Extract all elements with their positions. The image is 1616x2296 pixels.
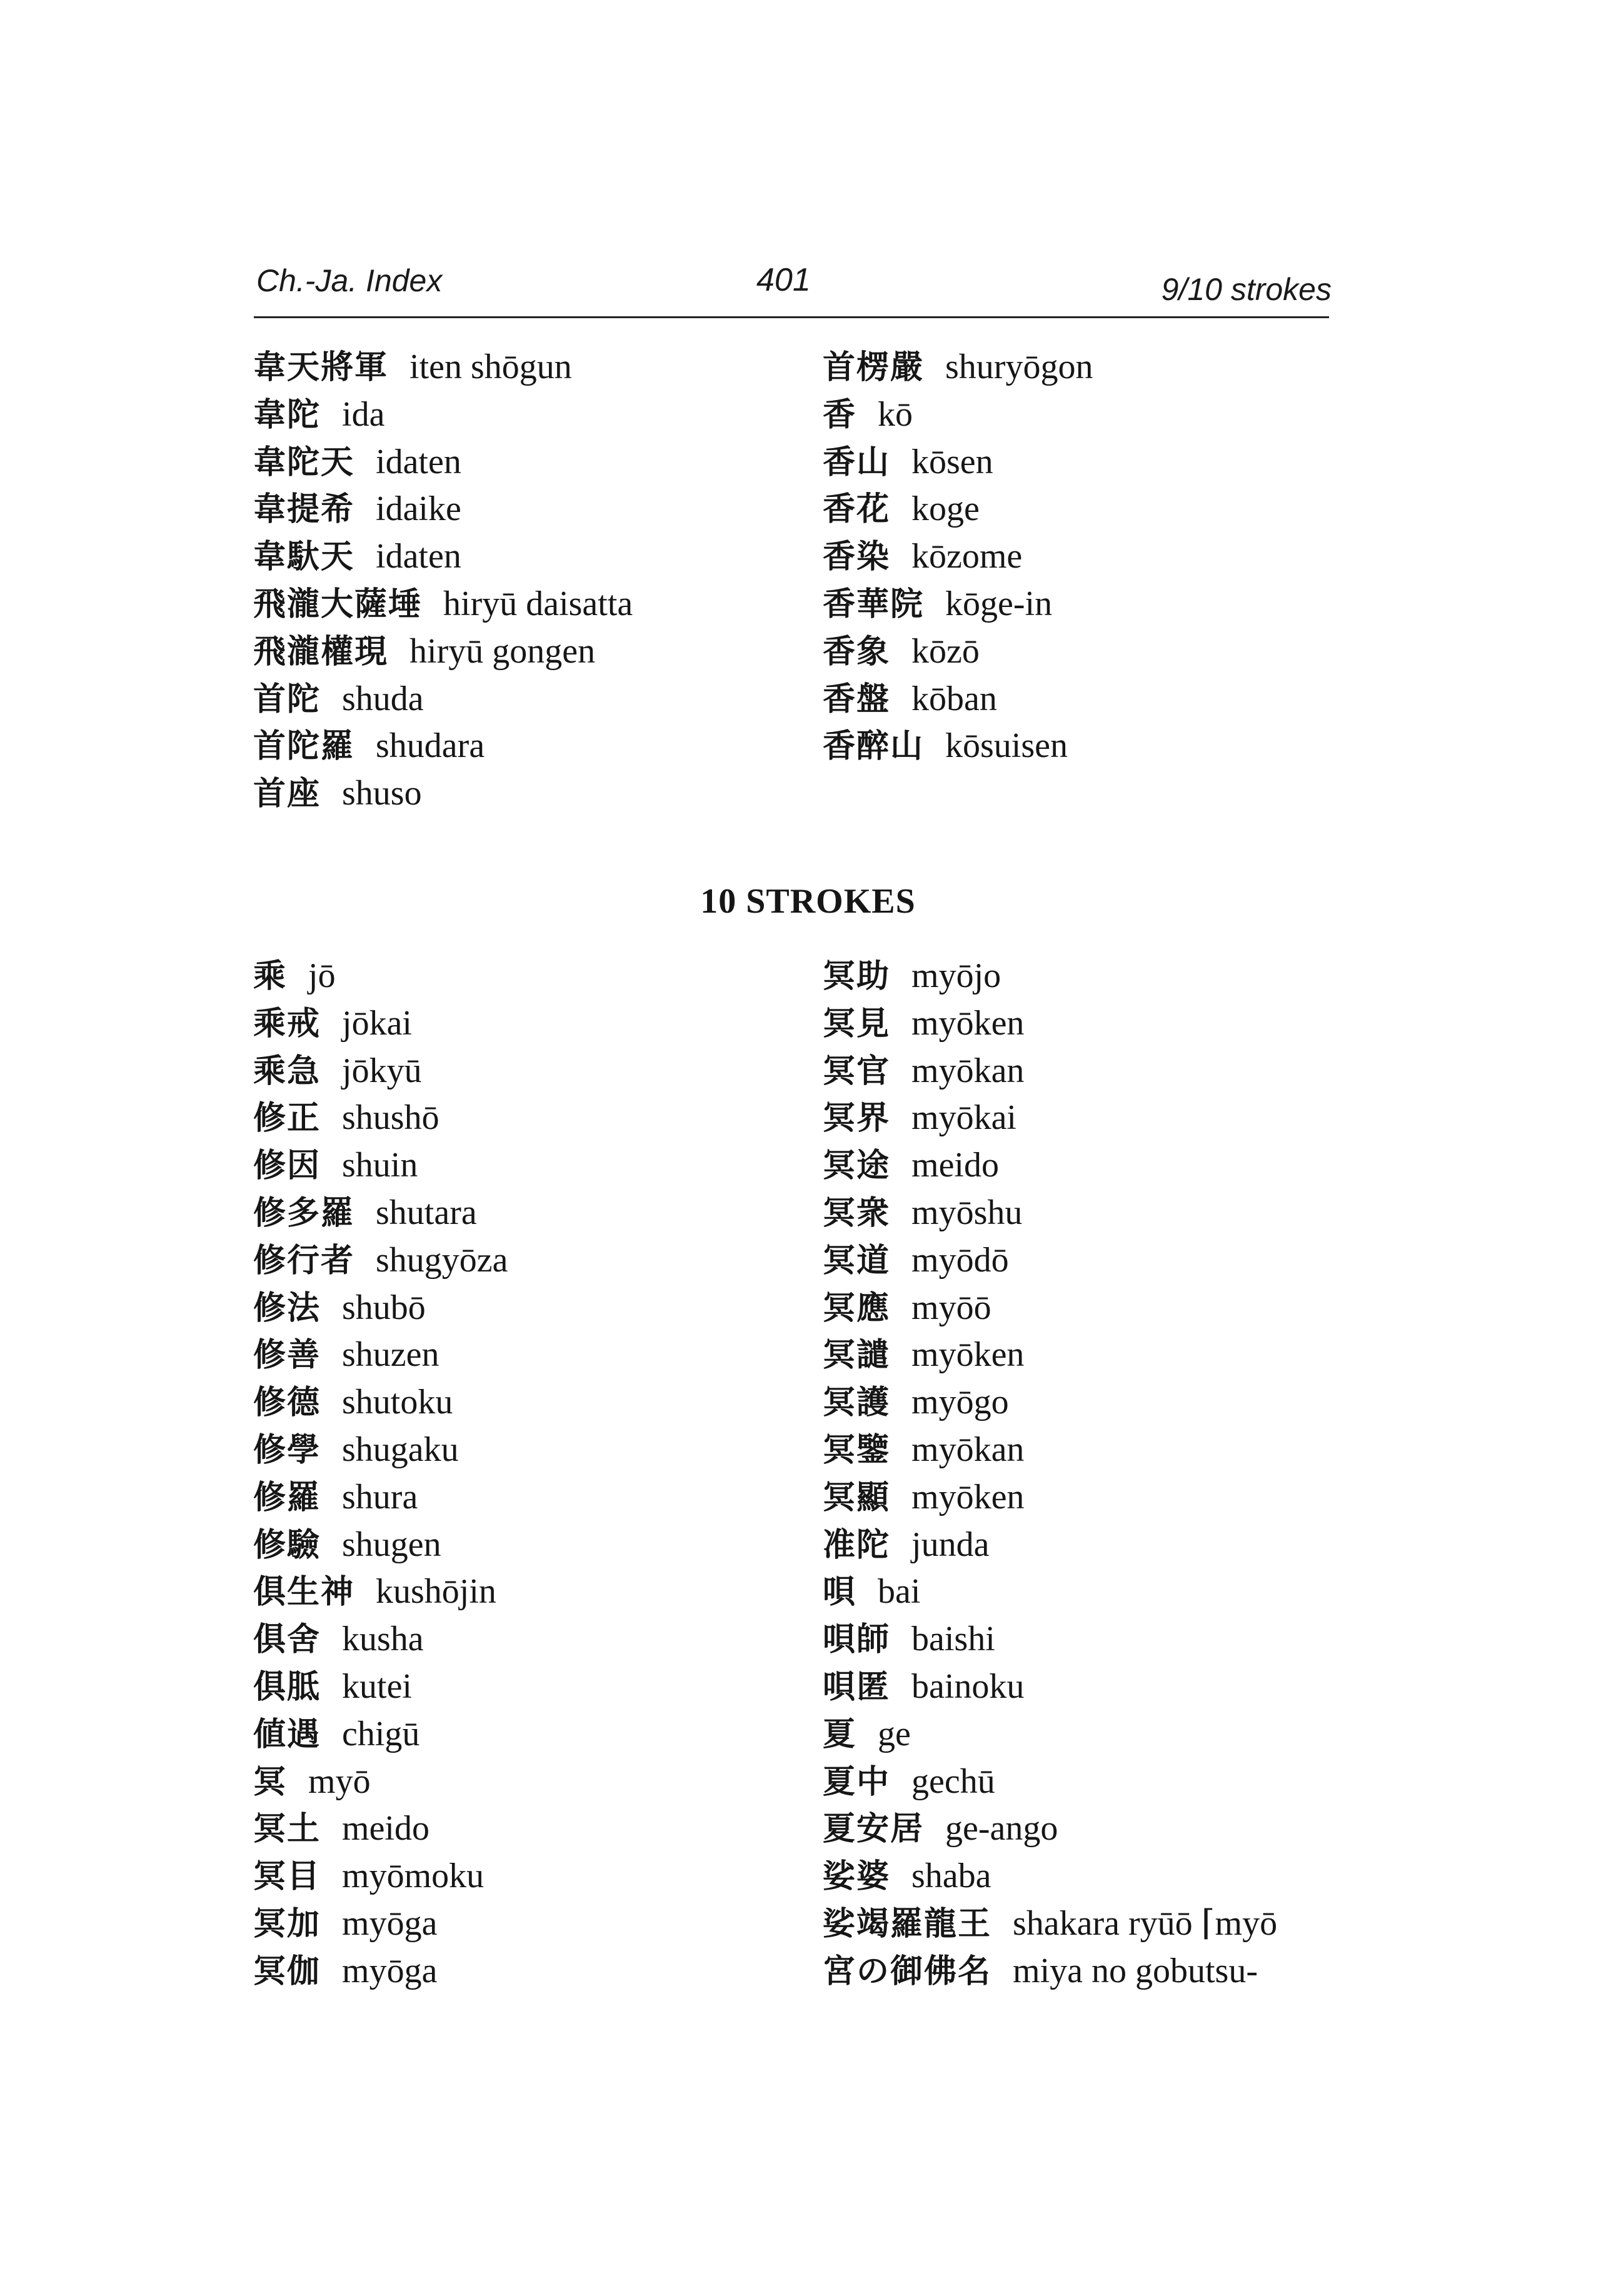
header-rule xyxy=(254,316,1329,318)
entry-reading: idaten xyxy=(376,443,461,481)
entry-kanji: 冥鑒 xyxy=(823,1431,891,1469)
index-entry xyxy=(823,1146,999,1185)
entry-kanji: 飛瀧權現 xyxy=(253,633,389,671)
entry-kanji: 値遇 xyxy=(253,1716,321,1753)
index-entry xyxy=(823,395,913,434)
index-entry xyxy=(823,1430,1024,1470)
index-entry xyxy=(253,1478,418,1517)
entry-kanji: 修法 xyxy=(253,1290,321,1327)
entry-reading: myōga xyxy=(342,1952,438,1990)
entry-reading: ida xyxy=(342,395,385,434)
entry-kanji: 修德 xyxy=(253,1384,321,1421)
entry-reading: ge-ango xyxy=(945,1809,1058,1848)
index-entry xyxy=(253,443,461,482)
index-entry xyxy=(253,1004,412,1043)
entry-reading: baishi xyxy=(911,1620,995,1658)
entry-kanji: 韋提希 xyxy=(253,491,355,528)
entry-reading: gechū xyxy=(911,1762,995,1801)
entry-kanji: 香醉山 xyxy=(823,728,925,765)
index-entry xyxy=(253,1193,477,1233)
entry-kanji: 冥顯 xyxy=(823,1479,891,1516)
index-entry xyxy=(823,1004,1024,1043)
entry-reading: chigū xyxy=(342,1715,420,1753)
entry-kanji: 冥加 xyxy=(253,1905,321,1943)
index-entry xyxy=(253,632,595,671)
entry-kanji: 娑竭羅龍王 xyxy=(823,1905,992,1943)
entry-kanji: 冥助 xyxy=(823,958,891,995)
index-title: Ch.-Ja. Index xyxy=(256,263,443,298)
entry-reading: hiryū gongen xyxy=(409,632,596,671)
entry-kanji: 修學 xyxy=(253,1431,321,1469)
index-entry xyxy=(253,1715,419,1754)
entry-reading: myōdō xyxy=(911,1241,1009,1280)
index-entry xyxy=(253,1762,371,1802)
index-entry xyxy=(253,1952,437,1991)
entry-reading: shuryōgon xyxy=(945,348,1093,386)
entry-reading: junda xyxy=(911,1525,990,1564)
entry-kanji: 韋陀天 xyxy=(253,444,355,481)
entry-kanji: 首楞嚴 xyxy=(823,349,925,386)
index-entry xyxy=(253,1525,441,1565)
index-entry xyxy=(823,1809,1058,1848)
index-entry xyxy=(823,1193,1022,1233)
entry-kanji: 香象 xyxy=(823,633,891,671)
index-entry xyxy=(253,489,461,529)
index-entry xyxy=(253,584,633,624)
entry-kanji: 唄師 xyxy=(823,1621,891,1658)
index-entry xyxy=(823,1620,995,1659)
entry-kanji: 修正 xyxy=(253,1100,321,1137)
index-entry xyxy=(823,443,993,482)
index-entry xyxy=(253,1857,484,1896)
entry-reading: myōshu xyxy=(911,1193,1023,1232)
entry-kanji: 冥 xyxy=(253,1763,288,1801)
index-entry xyxy=(823,1098,1016,1138)
entry-reading: ge xyxy=(878,1715,911,1753)
entry-reading: myōkan xyxy=(911,1430,1025,1469)
entry-reading: kutei xyxy=(342,1667,412,1706)
index-entry xyxy=(253,537,461,576)
entry-reading: myōō xyxy=(911,1288,991,1327)
index-entry xyxy=(823,1383,1009,1422)
entry-kanji: 首陀羅 xyxy=(253,728,355,765)
entry-kanji: 香盤 xyxy=(823,681,891,718)
entry-kanji: 冥目 xyxy=(253,1858,321,1895)
entry-kanji: 俱生神 xyxy=(253,1573,355,1611)
entry-kanji: 韋馱天 xyxy=(253,538,355,576)
entry-reading: jōkyū xyxy=(342,1051,422,1090)
entry-reading: kōge-in xyxy=(945,584,1053,623)
index-entry xyxy=(823,679,997,719)
entry-kanji: 冥伽 xyxy=(253,1953,321,1990)
entry-reading: jōkai xyxy=(342,1004,412,1043)
index-entry xyxy=(253,1904,437,1943)
running-header xyxy=(256,263,1332,306)
index-entry xyxy=(823,1525,989,1565)
entry-reading: kusha xyxy=(342,1620,424,1658)
entry-reading: bainoku xyxy=(911,1667,1025,1706)
entry-kanji: 冥應 xyxy=(823,1290,891,1327)
index-entry xyxy=(253,1809,429,1848)
entry-reading: idaten xyxy=(376,537,461,576)
entry-reading: idaike xyxy=(376,489,461,528)
entry-kanji: 夏 xyxy=(823,1716,857,1753)
entry-kanji: 香染 xyxy=(823,538,891,576)
entry-reading: koge xyxy=(911,489,980,528)
index-entry xyxy=(823,1051,1024,1091)
entry-kanji: 香 xyxy=(823,396,857,434)
index-entry xyxy=(253,1335,439,1375)
index-entry xyxy=(823,1572,920,1612)
entry-reading: myōkan xyxy=(911,1051,1025,1090)
entry-reading: meido xyxy=(911,1146,999,1185)
entry-reading: shura xyxy=(342,1478,418,1516)
entry-reading: myōjo xyxy=(911,956,1001,995)
entry-reading: kōsen xyxy=(911,443,993,481)
entry-kanji: 首座 xyxy=(253,775,321,813)
index-entry xyxy=(253,1620,424,1659)
entry-reading: miya no gobutsu- xyxy=(1013,1952,1258,1990)
index-entry xyxy=(823,584,1052,624)
index-entry xyxy=(253,956,336,996)
index-entry xyxy=(253,1146,418,1185)
entry-reading: kushōjin xyxy=(376,1572,496,1611)
entry-kanji: 冥譴 xyxy=(823,1336,891,1374)
entry-reading: kōban xyxy=(911,679,997,718)
entry-kanji: 冥土 xyxy=(253,1810,321,1848)
entry-reading: myōken xyxy=(911,1478,1025,1516)
entry-reading: shuzen xyxy=(342,1335,439,1374)
entry-kanji: 飛瀧大薩埵 xyxy=(253,586,423,623)
entry-reading: myōkai xyxy=(911,1098,1016,1137)
section-heading: 10 STROKES xyxy=(700,882,916,921)
entry-reading: shuda xyxy=(342,679,424,718)
entry-kanji: 冥界 xyxy=(823,1100,891,1137)
index-entry xyxy=(253,1098,439,1138)
index-entry xyxy=(253,1288,426,1328)
entry-reading: shakara ryūō ⌈myō xyxy=(1013,1904,1278,1943)
entry-kanji: 冥護 xyxy=(823,1384,891,1421)
index-entry xyxy=(823,956,1001,996)
index-entry xyxy=(253,348,572,387)
entry-reading: shutoku xyxy=(342,1383,453,1421)
index-entry xyxy=(823,1478,1024,1517)
index-entry xyxy=(823,726,1068,766)
index-entry xyxy=(253,726,484,766)
entry-kanji: 娑婆 xyxy=(823,1858,891,1895)
entry-kanji: 俱舍 xyxy=(253,1621,321,1658)
entry-kanji: 宮の御佛名 xyxy=(823,1953,992,1990)
index-entry xyxy=(253,1430,459,1470)
entry-kanji: 冥見 xyxy=(823,1005,891,1043)
entry-kanji: 修驗 xyxy=(253,1526,321,1564)
entry-reading: shutara xyxy=(376,1193,477,1232)
entry-reading: shugyōza xyxy=(376,1241,508,1280)
index-entry xyxy=(823,1952,1258,1991)
entry-reading: kō xyxy=(878,395,913,434)
index-entry xyxy=(253,1572,496,1612)
index-entry xyxy=(253,1241,508,1280)
entry-kanji: 韋天將軍 xyxy=(253,349,389,386)
index-entry xyxy=(253,774,422,813)
entry-reading: myōgo xyxy=(911,1383,1009,1421)
entry-kanji: 修羅 xyxy=(253,1479,321,1516)
entry-kanji: 香華院 xyxy=(823,586,925,623)
index-entry xyxy=(823,1762,995,1802)
entry-reading: myōken xyxy=(911,1004,1025,1043)
entry-kanji: 冥官 xyxy=(823,1053,891,1090)
entry-kanji: 修因 xyxy=(253,1147,321,1185)
entry-reading: myōga xyxy=(342,1904,438,1943)
entry-reading: myōken xyxy=(911,1335,1025,1374)
entry-kanji: 冥途 xyxy=(823,1147,891,1185)
entry-reading: jō xyxy=(308,956,336,995)
entry-kanji: 乘戒 xyxy=(253,1005,321,1043)
entry-reading: hiryū daisatta xyxy=(443,584,633,623)
index-entry xyxy=(253,1051,422,1091)
entry-reading: iten shōgun xyxy=(409,348,572,386)
index-entry xyxy=(253,1383,453,1422)
entry-kanji: 首陀 xyxy=(253,681,321,718)
index-entry xyxy=(823,489,980,529)
entry-reading: bai xyxy=(878,1572,921,1611)
index-entry xyxy=(253,1667,412,1707)
entry-reading: shugaku xyxy=(342,1430,459,1469)
page-number: 401 xyxy=(756,262,811,298)
entry-reading: myōmoku xyxy=(342,1857,484,1895)
index-entry xyxy=(823,1241,1009,1280)
entry-kanji: 俱胝 xyxy=(253,1668,321,1706)
entry-kanji: 韋陀 xyxy=(253,396,321,434)
entry-kanji: 冥道 xyxy=(823,1242,891,1280)
entry-kanji: 夏安居 xyxy=(823,1810,925,1848)
index-entry xyxy=(823,537,1022,576)
entry-kanji: 唄匿 xyxy=(823,1668,891,1706)
entry-reading: myō xyxy=(308,1762,371,1801)
index-entry xyxy=(823,1288,991,1328)
index-entry xyxy=(823,1904,1277,1943)
entry-kanji: 唄 xyxy=(823,1573,857,1611)
entry-kanji: 香花 xyxy=(823,491,891,528)
index-entry xyxy=(823,632,980,671)
index-entry xyxy=(253,679,424,719)
entry-reading: shubō xyxy=(342,1288,426,1327)
entry-kanji: 修行者 xyxy=(253,1242,355,1280)
index-entry xyxy=(253,395,384,434)
entry-reading: meido xyxy=(342,1809,429,1848)
entry-reading: shushō xyxy=(342,1098,439,1137)
entry-kanji: 修多羅 xyxy=(253,1195,355,1232)
entry-kanji: 夏中 xyxy=(823,1763,891,1801)
index-entry xyxy=(823,1335,1024,1375)
entry-kanji: 香山 xyxy=(823,444,891,481)
entry-reading: shugen xyxy=(342,1525,441,1564)
entry-reading: kōzō xyxy=(911,632,980,671)
index-entry xyxy=(823,1715,911,1754)
entry-kanji: 准陀 xyxy=(823,1526,891,1564)
entry-reading: shuso xyxy=(342,774,422,813)
entry-reading: shudara xyxy=(376,726,485,765)
entry-kanji: 修善 xyxy=(253,1336,321,1374)
entry-kanji: 乘 xyxy=(253,958,288,995)
entry-reading: shuin xyxy=(342,1146,418,1185)
index-entry xyxy=(823,1857,991,1896)
entry-kanji: 乘急 xyxy=(253,1053,321,1090)
entry-reading: shaba xyxy=(911,1857,991,1895)
stroke-range: 9/10 strokes xyxy=(1161,272,1332,307)
entry-reading: kōzome xyxy=(911,537,1023,576)
entry-reading: kōsuisen xyxy=(945,726,1068,765)
index-entry xyxy=(823,1667,1024,1707)
entry-kanji: 冥衆 xyxy=(823,1195,891,1232)
index-entry xyxy=(823,348,1093,387)
